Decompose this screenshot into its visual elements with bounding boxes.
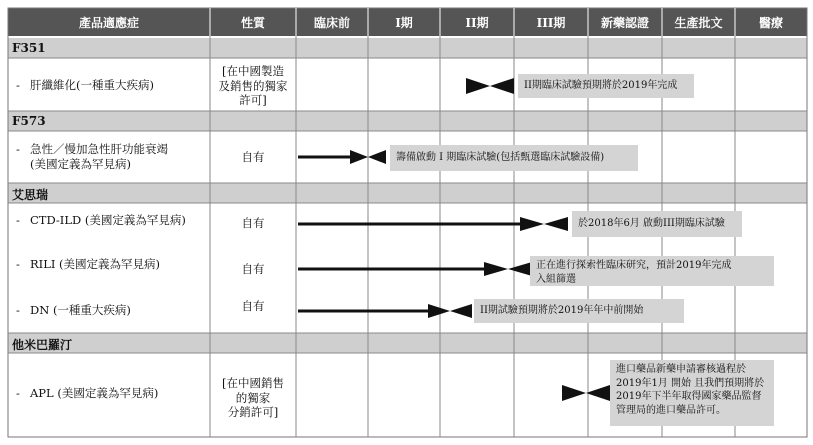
progress-arrow-r4 [298, 262, 532, 276]
header-phase1: I期 [395, 15, 413, 30]
group-title-f573: F573 [12, 114, 46, 128]
note-row-3: 於2018年6月 啟動III期臨床試驗 [572, 211, 742, 237]
group-band-f351 [8, 38, 807, 58]
group-band-tmb [8, 333, 807, 353]
header-nda: 新藥認證 [600, 15, 649, 30]
group-band-esi [8, 183, 807, 203]
nature-row-1: [在中國製造 及銷售的獨家 許可] [218, 64, 288, 107]
progress-arrow-r2 [298, 150, 386, 164]
group-band-f573 [8, 111, 807, 131]
nature-row-5: 自有 [241, 299, 265, 313]
group-title-f351: F351 [12, 41, 46, 55]
nature-row-2: 自有 [241, 150, 265, 164]
header-nature: 性質 [240, 15, 265, 30]
product-row-1: - 肝纖維化(一種重大疾病) [16, 78, 154, 92]
nature-row-3: 自有 [241, 216, 265, 230]
group-title-esi: 艾思瑞 [12, 188, 49, 202]
note-row-5: II期試驗預期將於2019年年中前開始 [474, 299, 684, 323]
header-preclinical: 臨床前 [313, 15, 350, 30]
note-row-6: 進口藥品新藥申請審核過程於 2019年1月 開始 且我們預期將於 2019年下半年取得國家藥品監督 管理局的進口藥品許可。 [610, 360, 774, 426]
header-product: 產品適應症 [78, 15, 139, 30]
product-row-5: - DN (一種重大疾病) [16, 303, 131, 317]
product-indication: 肝纖維化(一種重大疾病) [30, 78, 154, 92]
header-medical: 醫療 [758, 15, 783, 30]
header-approval: 生產批文 [674, 15, 723, 30]
nature-row-4: 自有 [241, 262, 265, 276]
note-row-4: 正在進行探索性臨床研究，預計2019年完成 入組篩選 [530, 256, 774, 286]
group-title-tmb: 他米巴羅汀 [12, 338, 73, 352]
nature-row-6: [在中國銷售 的獨家 分銷許可] [222, 376, 284, 419]
note-row-2: 籌備啟動 I 期臨床試驗(包括甄選臨床試驗設備) [390, 145, 638, 171]
progress-arrow-r5 [298, 304, 472, 318]
progress-marker-r6 [562, 385, 610, 401]
note-row-1: II期臨床試驗預期將於2019年完成 [518, 74, 694, 98]
progress-marker-r1 [466, 78, 514, 94]
product-row-6: - APL (美國定義為罕見病) [16, 386, 159, 400]
product-row-4: - RILI (美國定義為罕見病) [16, 257, 161, 271]
product-row-3: - CTD-ILD (美國定義為罕見病) [16, 213, 186, 227]
progress-arrow-r3 [298, 217, 568, 231]
header-phase3: III期 [536, 15, 566, 30]
header-phase2: II期 [465, 15, 489, 30]
product-row-2: - 急性／慢加急性肝功能衰竭 (美國定義為罕見病) [16, 142, 168, 171]
